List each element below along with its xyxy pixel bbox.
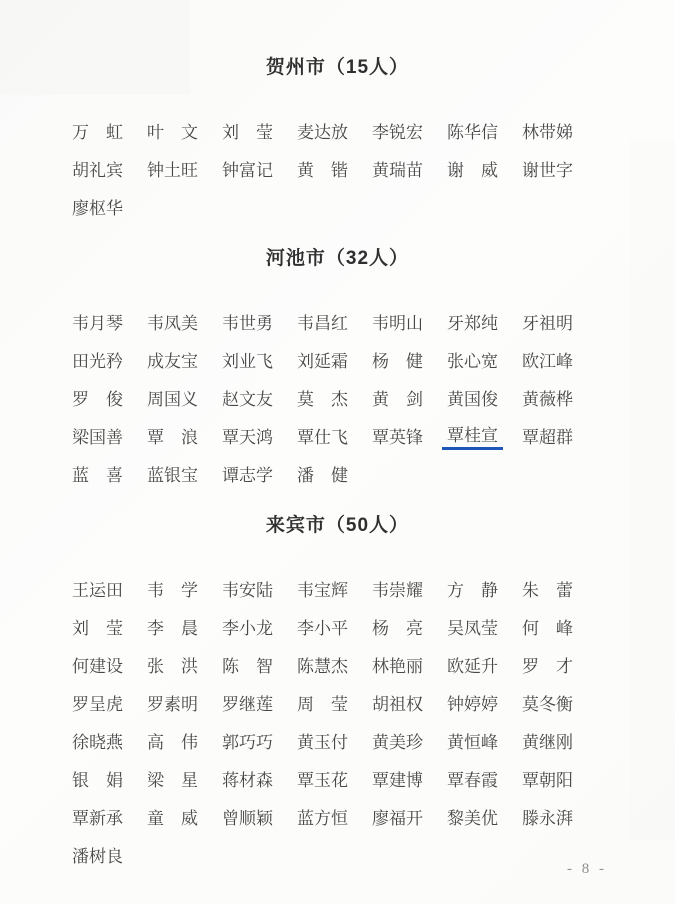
name-cell bbox=[72, 156, 147, 181]
name-cell bbox=[372, 652, 447, 677]
name-text: 谭志学 bbox=[222, 465, 273, 485]
name-text: 林艳丽 bbox=[372, 656, 423, 676]
name-text: 胡礼宾 bbox=[72, 160, 123, 180]
name-text: 潘树良 bbox=[72, 846, 123, 866]
name-text: 潘 健 bbox=[297, 465, 348, 485]
name-text: 覃 浪 bbox=[147, 427, 198, 447]
name-cell bbox=[297, 766, 372, 791]
name-row bbox=[72, 835, 597, 873]
name-text: 成友宝 bbox=[147, 351, 198, 371]
name-cell bbox=[222, 576, 297, 601]
name-text: 杨 健 bbox=[372, 351, 423, 371]
name-text: 蓝银宝 bbox=[147, 465, 198, 485]
name-text: 韦崇耀 bbox=[372, 580, 423, 600]
name-cell bbox=[372, 309, 447, 334]
name-text: 黎美优 bbox=[447, 808, 498, 828]
name-text: 黄美珍 bbox=[372, 732, 423, 752]
name-cell bbox=[522, 423, 597, 448]
name-cell bbox=[447, 347, 522, 372]
name-text: 徐晓燕 bbox=[72, 732, 123, 752]
name-cell bbox=[147, 614, 222, 639]
name-cell bbox=[147, 766, 222, 791]
name-cell bbox=[72, 614, 147, 639]
name-text: 覃建博 bbox=[372, 770, 423, 790]
name-cell bbox=[147, 461, 222, 486]
names-block bbox=[72, 569, 597, 873]
name-cell bbox=[72, 309, 147, 334]
name-cell bbox=[522, 614, 597, 639]
name-cell bbox=[447, 309, 522, 334]
name-text: 童 威 bbox=[147, 808, 198, 828]
name-cell bbox=[147, 385, 222, 410]
name-text: 钟土旺 bbox=[147, 160, 198, 180]
name-text: 陈华信 bbox=[447, 122, 498, 142]
name-text: 罗继莲 bbox=[222, 694, 273, 714]
name-row bbox=[72, 187, 597, 225]
name-text: 罗呈虎 bbox=[72, 694, 123, 714]
name-text: 杨 亮 bbox=[372, 618, 423, 638]
name-text: 张 洪 bbox=[147, 656, 198, 676]
section-title: 来宾市（50人） bbox=[265, 515, 410, 536]
name-row bbox=[72, 340, 597, 378]
name-cell bbox=[447, 804, 522, 829]
name-text: 欧延升 bbox=[447, 656, 498, 676]
name-cell bbox=[147, 309, 222, 334]
name-text: 何建设 bbox=[72, 656, 123, 676]
name-row bbox=[72, 721, 597, 759]
name-text: 覃天鸿 bbox=[222, 427, 273, 447]
name-cell bbox=[522, 766, 597, 791]
name-cell bbox=[222, 461, 297, 486]
name-cell bbox=[222, 690, 297, 715]
name-text: 韦昌红 bbox=[297, 313, 348, 333]
name-cell bbox=[447, 614, 522, 639]
name-cell bbox=[522, 309, 597, 334]
name-cell bbox=[297, 576, 372, 601]
name-text: 廖枢华 bbox=[72, 198, 123, 218]
name-cell bbox=[72, 804, 147, 829]
name-text: 覃新承 bbox=[72, 808, 123, 828]
name-text: 黄瑞苗 bbox=[372, 160, 423, 180]
name-cell bbox=[372, 690, 447, 715]
name-row bbox=[72, 111, 597, 149]
name-cell bbox=[147, 804, 222, 829]
name-text: 叶 文 bbox=[147, 122, 198, 142]
name-text: 覃仕飞 bbox=[297, 427, 348, 447]
name-cell bbox=[72, 728, 147, 753]
name-row bbox=[72, 302, 597, 340]
name-cell bbox=[447, 385, 522, 410]
name-text: 王运田 bbox=[72, 580, 123, 600]
name-cell bbox=[522, 804, 597, 829]
name-text: 韦月琴 bbox=[72, 313, 123, 333]
name-row bbox=[72, 645, 597, 683]
names-block bbox=[72, 302, 597, 492]
name-cell bbox=[297, 309, 372, 334]
name-text: 万 虹 bbox=[72, 122, 123, 142]
name-row bbox=[72, 149, 597, 187]
name-text: 李小龙 bbox=[222, 618, 273, 638]
name-cell bbox=[372, 804, 447, 829]
name-text: 刘 莹 bbox=[222, 122, 273, 142]
name-text: 欧江峰 bbox=[522, 351, 573, 371]
name-text: 李 晨 bbox=[147, 618, 198, 638]
name-text: 银 娟 bbox=[72, 770, 123, 790]
name-text: 高 伟 bbox=[147, 732, 198, 752]
name-cell bbox=[522, 347, 597, 372]
name-cell bbox=[147, 576, 222, 601]
name-text: 蓝方恒 bbox=[297, 808, 348, 828]
name-text: 陈 智 bbox=[222, 656, 273, 676]
name-text: 黄薇桦 bbox=[522, 389, 573, 409]
name-text: 牙郑纯 bbox=[447, 313, 498, 333]
name-text: 李锐宏 bbox=[372, 122, 423, 142]
name-text: 蓝 喜 bbox=[72, 465, 123, 485]
name-cell bbox=[222, 156, 297, 181]
name-text: 覃春霞 bbox=[447, 770, 498, 790]
name-cell bbox=[147, 690, 222, 715]
name-cell bbox=[372, 766, 447, 791]
name-text: 胡祖权 bbox=[372, 694, 423, 714]
name-cell bbox=[72, 385, 147, 410]
name-cell bbox=[222, 804, 297, 829]
name-cell bbox=[297, 728, 372, 753]
name-text: 覃英锋 bbox=[372, 427, 423, 447]
name-cell bbox=[147, 423, 222, 448]
name-text: 刘业飞 bbox=[222, 351, 273, 371]
name-text: 朱 蕾 bbox=[522, 580, 573, 600]
name-cell bbox=[522, 652, 597, 677]
name-cell bbox=[297, 347, 372, 372]
name-cell bbox=[372, 423, 447, 448]
name-text: 赵文友 bbox=[222, 389, 273, 409]
name-text: 郭巧巧 bbox=[222, 732, 273, 752]
name-cell bbox=[522, 690, 597, 715]
name-cell bbox=[72, 194, 147, 219]
name-text: 钟富记 bbox=[222, 160, 273, 180]
name-text: 钟婷婷 bbox=[447, 694, 498, 714]
name-cell bbox=[72, 118, 147, 143]
name-cell bbox=[522, 576, 597, 601]
name-cell bbox=[72, 461, 147, 486]
name-text: 梁国善 bbox=[72, 427, 123, 447]
name-cell bbox=[297, 385, 372, 410]
section bbox=[0, 52, 675, 225]
name-cell bbox=[297, 690, 372, 715]
name-text: 韦明山 bbox=[372, 313, 423, 333]
name-text: 谢世字 bbox=[522, 160, 573, 180]
name-cell bbox=[372, 118, 447, 143]
name-row bbox=[72, 759, 597, 797]
name-cell bbox=[447, 690, 522, 715]
name-cell bbox=[522, 118, 597, 143]
name-text: 覃朝阳 bbox=[522, 770, 573, 790]
name-cell bbox=[447, 652, 522, 677]
name-cell bbox=[72, 423, 147, 448]
name-text: 黄 锴 bbox=[297, 160, 348, 180]
section-title: 贺州市（15人） bbox=[265, 57, 410, 78]
name-text: 黄玉付 bbox=[297, 732, 348, 752]
name-cell bbox=[372, 156, 447, 181]
name-cell bbox=[72, 690, 147, 715]
name-cell bbox=[297, 652, 372, 677]
name-text: 韦 学 bbox=[147, 580, 198, 600]
name-cell bbox=[222, 385, 297, 410]
name-text: 莫冬衡 bbox=[522, 694, 573, 714]
name-text: 莫 杰 bbox=[297, 389, 348, 409]
name-text: 吴凤莹 bbox=[447, 618, 498, 638]
name-text: 黄国俊 bbox=[447, 389, 498, 409]
name-text: 罗 才 bbox=[522, 656, 573, 676]
name-text: 韦安陆 bbox=[222, 580, 273, 600]
name-text: 田光矜 bbox=[72, 351, 123, 371]
name-cell bbox=[222, 423, 297, 448]
name-text: 谢 威 bbox=[447, 160, 498, 180]
name-text: 麦达放 bbox=[297, 122, 348, 142]
name-row bbox=[72, 416, 597, 454]
name-cell bbox=[147, 347, 222, 372]
name-cell bbox=[522, 728, 597, 753]
name-cell bbox=[372, 385, 447, 410]
name-cell bbox=[297, 804, 372, 829]
name-text: 何 峰 bbox=[522, 618, 573, 638]
name-text: 韦凤美 bbox=[147, 313, 198, 333]
name-text: 黄 剑 bbox=[372, 389, 423, 409]
name-cell bbox=[447, 766, 522, 791]
name-cell bbox=[297, 461, 372, 486]
name-row bbox=[72, 569, 597, 607]
name-text: 滕永湃 bbox=[522, 808, 573, 828]
name-cell bbox=[72, 766, 147, 791]
name-text: 韦宝辉 bbox=[297, 580, 348, 600]
name-cell bbox=[372, 576, 447, 601]
name-text: 李小平 bbox=[297, 618, 348, 638]
page-number: - 8 - bbox=[567, 861, 607, 877]
name-text: 黄恒峰 bbox=[447, 732, 498, 752]
name-cell bbox=[72, 347, 147, 372]
name-text: 刘延霜 bbox=[297, 351, 348, 371]
name-text: 蒋材森 bbox=[222, 770, 273, 790]
name-text: 罗素明 bbox=[147, 694, 198, 714]
name-cell bbox=[147, 118, 222, 143]
section bbox=[0, 243, 675, 492]
name-cell bbox=[222, 766, 297, 791]
name-row bbox=[72, 607, 597, 645]
name-cell bbox=[297, 156, 372, 181]
name-text: 刘 莹 bbox=[72, 618, 123, 638]
name-text: 牙祖明 bbox=[522, 313, 573, 333]
name-text: 周国义 bbox=[147, 389, 198, 409]
name-cell bbox=[372, 728, 447, 753]
name-text: 罗 俊 bbox=[72, 389, 123, 409]
name-cell bbox=[72, 842, 147, 867]
name-text: 林带娣 bbox=[522, 122, 573, 142]
names-block bbox=[72, 111, 597, 225]
name-cell bbox=[147, 728, 222, 753]
name-row bbox=[72, 454, 597, 492]
name-cell bbox=[447, 118, 522, 143]
name-text: 曾顺颖 bbox=[222, 808, 273, 828]
name-cell bbox=[147, 156, 222, 181]
name-text-underlined: 覃桂宣 bbox=[442, 421, 503, 450]
name-row bbox=[72, 378, 597, 416]
name-cell bbox=[222, 309, 297, 334]
name-cell bbox=[372, 347, 447, 372]
name-cell bbox=[222, 614, 297, 639]
name-row bbox=[72, 797, 597, 835]
name-text: 黄继刚 bbox=[522, 732, 573, 752]
name-text: 廖福开 bbox=[372, 808, 423, 828]
name-text: 覃玉花 bbox=[297, 770, 348, 790]
name-cell bbox=[372, 614, 447, 639]
name-text: 梁 星 bbox=[147, 770, 198, 790]
name-text: 陈慧杰 bbox=[297, 656, 348, 676]
name-cell bbox=[222, 728, 297, 753]
name-cell bbox=[447, 728, 522, 753]
name-cell bbox=[297, 423, 372, 448]
name-text: 方 静 bbox=[447, 580, 498, 600]
name-cell bbox=[72, 652, 147, 677]
name-row bbox=[72, 683, 597, 721]
name-cell bbox=[72, 576, 147, 601]
name-cell bbox=[447, 576, 522, 601]
name-cell bbox=[522, 156, 597, 181]
name-text: 覃超群 bbox=[522, 427, 573, 447]
name-cell bbox=[222, 118, 297, 143]
section bbox=[0, 510, 675, 873]
name-text: 张心宽 bbox=[447, 351, 498, 371]
name-text: 周 莹 bbox=[297, 694, 348, 714]
name-cell bbox=[297, 118, 372, 143]
name-text: 韦世勇 bbox=[222, 313, 273, 333]
name-cell bbox=[147, 652, 222, 677]
name-cell bbox=[447, 421, 522, 450]
name-cell bbox=[522, 385, 597, 410]
name-cell bbox=[222, 652, 297, 677]
name-cell bbox=[447, 156, 522, 181]
section-title: 河池市（32人） bbox=[265, 248, 410, 269]
name-cell bbox=[297, 614, 372, 639]
name-cell bbox=[222, 347, 297, 372]
